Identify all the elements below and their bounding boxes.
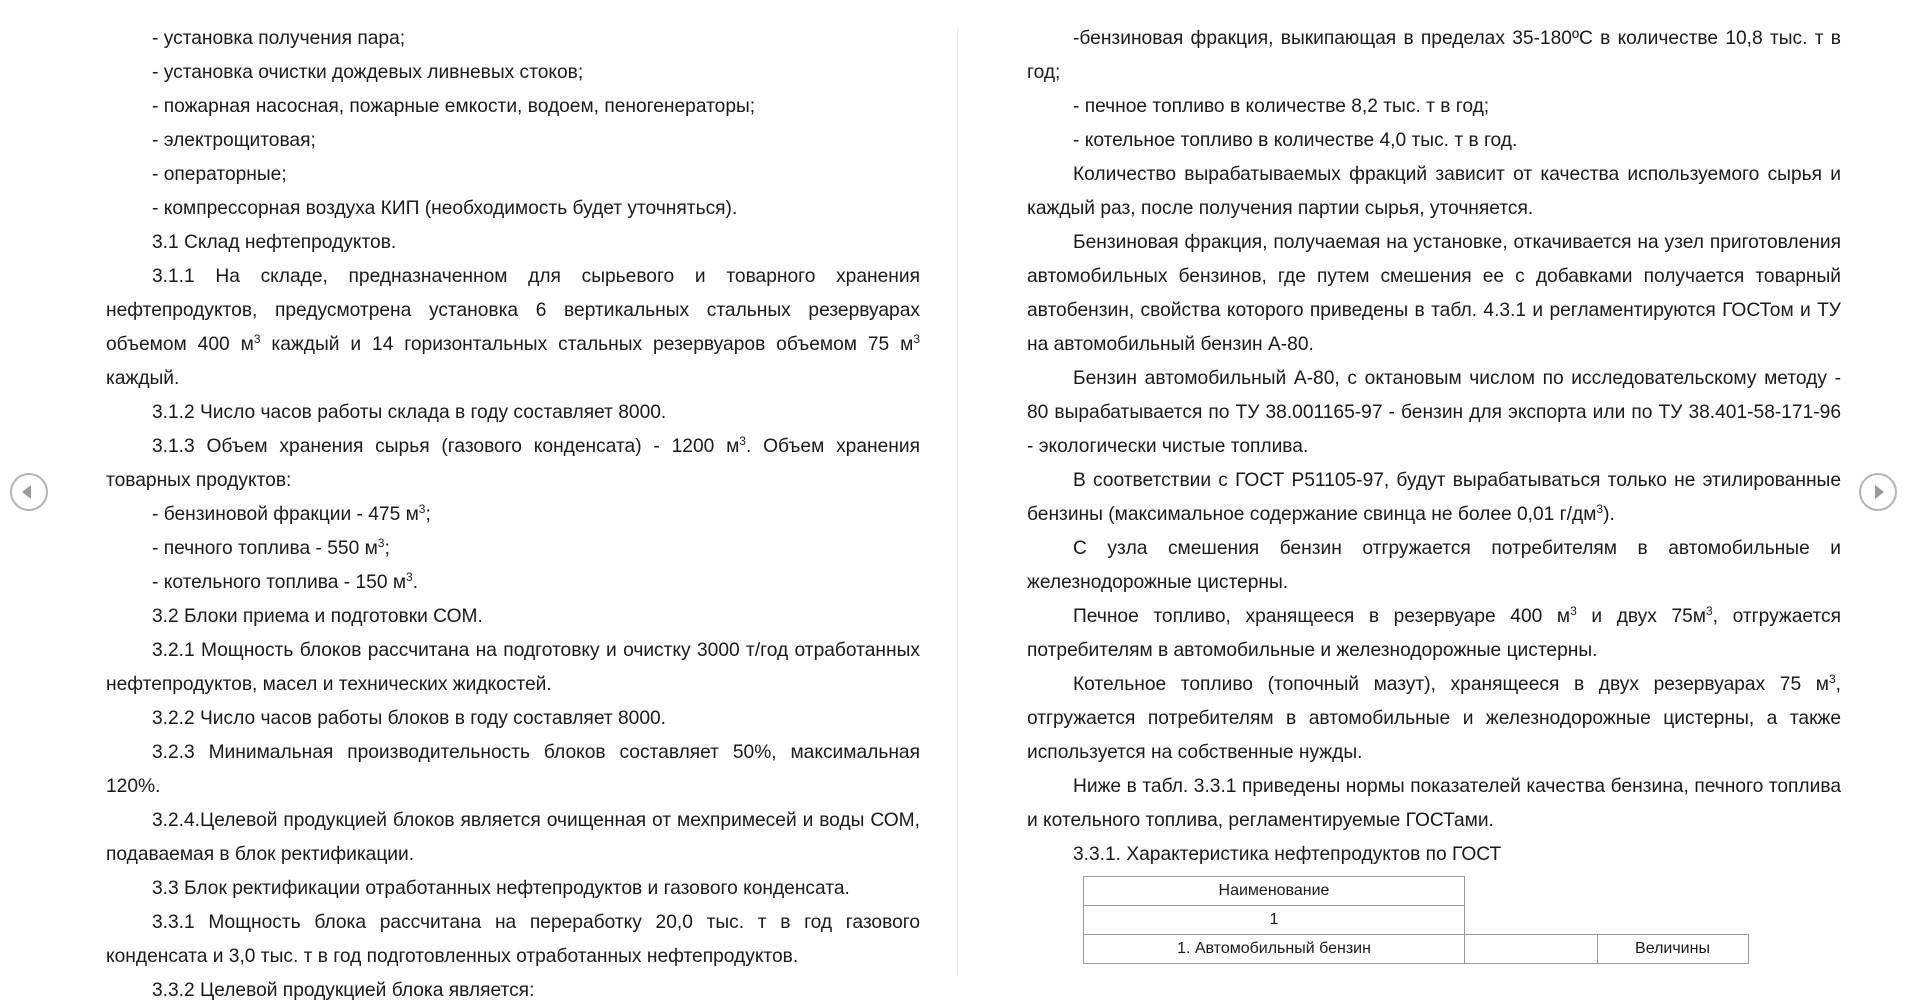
paragraph: 3.1.1 На складе, предназначенном для сырьевого и товарного хранения нефтепродуктов, предусмотрена установка 6 вертикальных стальных резервуарах объемом 400 $м^3$ каждый и 14 горизонтальных стальных резервуаров объемом 75 $м^3$ каждый. <box>106 266 920 389</box>
right-page <box>1027 22 1841 872</box>
paragraph: 3.1.3 Объем хранения сырья (газового конденсата) - 1200 $м^3$. Объем хранения товарных продуктов: <box>106 434 920 491</box>
paragraph: - котельное топливо в количестве 4,0 тыс. т в год. <box>1073 130 1518 151</box>
list-item: - печного топлива - 550 $м^3$; <box>152 536 390 559</box>
paragraph: Количество вырабатываемых фракций зависит от качества используемого сырья и каждый раз, после получения партии сырья, уточняется. <box>1027 164 1841 219</box>
paragraph: -бензиновая фракция, выкипающая в пределах 35-180ºС в количестве 10,8 тыс. т в год; <box>1027 28 1841 83</box>
prev-page-button[interactable] <box>10 473 48 511</box>
table-empty-cell <box>1597 877 1748 906</box>
section-heading: 3.1 Склад нефтепродуктов. <box>152 232 397 253</box>
paragraph: - установка получения пара; <box>152 28 406 49</box>
paragraph: Бензиновая фракция, получаемая на установке, откачивается на узел приготовления автомобильных бензинов, где путем смешения ее с добавками получается товарный автобензин, свойства которого приведены в табл. 4.3.1 и регламентируются ГОСТом и ТУ на автомобильный бензин А-80. <box>1027 232 1841 355</box>
paragraph: 3.2.2 Число часов работы блоков в году составляет 8000. <box>152 708 666 729</box>
paragraph: 3.2.1 Мощность блоков рассчитана на подготовку и очистку 3000 т/год отработанных нефтепродуктов, масел и технических жидкостей. <box>106 640 920 695</box>
table-number-cell: 1 <box>1084 906 1465 935</box>
table-empty-cell <box>1465 906 1598 935</box>
section-heading: 3.2 Блоки приема и подготовки СОМ. <box>152 606 483 627</box>
gost-table <box>1083 876 1749 964</box>
table-cell: Величины <box>1597 935 1748 964</box>
paragraph: 3.3.1 Мощность блока рассчитана на переработку 20,0 тыс. т в год газового конденсата и 3,0 тыс. т в год подготовленных отработанных нефтепродуктов. <box>106 912 920 967</box>
table-caption: 3.3.1. Характеристика нефтепродуктов по ГОСТ <box>1073 844 1502 865</box>
triangle-left-icon <box>22 485 31 499</box>
table-empty-cell <box>1465 877 1598 906</box>
left-page <box>106 22 920 1008</box>
paragraph: - электрощитовая; <box>152 130 316 151</box>
paragraph: - печное топливо в количестве 8,2 тыс. т в год; <box>1073 96 1490 117</box>
paragraph: С узла смешения бензин отгружается потребителям в автомобильные и железнодорожные цистерны. <box>1027 538 1841 593</box>
triangle-right-icon <box>1875 485 1884 499</box>
paragraph: 3.2.3 Минимальная производительность блоков составляет 50%, максимальная 120%. <box>106 742 920 797</box>
paragraph: - операторные; <box>152 164 287 185</box>
paragraph: - пожарная насосная, пожарные емкости, водоем, пеногенераторы; <box>152 96 756 117</box>
table-row <box>1084 906 1749 935</box>
section-heading: 3.3 Блок ректификации отработанных нефтепродуктов и газового конденсата. <box>152 878 850 899</box>
table-row <box>1084 935 1749 964</box>
table-empty-cell <box>1597 906 1748 935</box>
table-row <box>1084 877 1749 906</box>
paragraph: Котельное топливо (топочный мазут), хранящееся в двух резервуарах 75 $м^3$, отгружается потребителям в автомобильные и железнодорожные цистерны, а также используется на собственные нужды. <box>1027 672 1841 763</box>
paragraph: - компрессорная воздуха КИП (необходимость будет уточняться). <box>152 198 738 219</box>
table-cell: 1. Автомобильный бензин <box>1084 935 1465 964</box>
paragraph: В соответствии с ГОСТ Р51105-97, будут вырабатываться только не этилированные бензины (максимальное содержание свинца не более 0,01 $г/дм^3$). <box>1027 470 1841 525</box>
paragraph: 3.2.4.Целевой продукцией блоков является очищенная от мехпримесей и воды СОМ, подаваемая в блок ректификации. <box>106 810 920 865</box>
table-header-cell: Наименование <box>1084 877 1465 906</box>
table-empty-cell <box>1465 935 1598 964</box>
next-page-button[interactable] <box>1859 473 1897 511</box>
paragraph: 3.3.2 Целевой продукцией блока является: <box>152 980 535 1001</box>
paragraph: Ниже в табл. 3.3.1 приведены нормы показателей качества бензина, печного топлива и котельного топлива, регламентируемые ГОСТами. <box>1027 776 1841 831</box>
page-divider <box>957 28 958 976</box>
paragraph: 3.1.2 Число часов работы склада в году составляет 8000. <box>152 402 667 423</box>
list-item: - котельного топлива - 150 $м^3$. <box>152 570 419 593</box>
paragraph: Бензин автомобильный А-80, с октановым числом по исследовательскому методу - 80 вырабатывается по ТУ 38.001165-97 - бензин для экспорта или по ТУ 38.401-58-171-96 - экологически чистые топлива. <box>1027 368 1841 457</box>
paragraph: - установка очистки дождевых ливневых стоков; <box>152 62 584 83</box>
paragraph: Печное топливо, хранящееся в резервуаре 400 $м^3$ и двух $75м^3$, отгружается потребителям в автомобильные и железнодорожные цистерны. <box>1027 604 1841 661</box>
list-item: - бензиновой фракции - 475 $м^3$; <box>152 502 431 525</box>
